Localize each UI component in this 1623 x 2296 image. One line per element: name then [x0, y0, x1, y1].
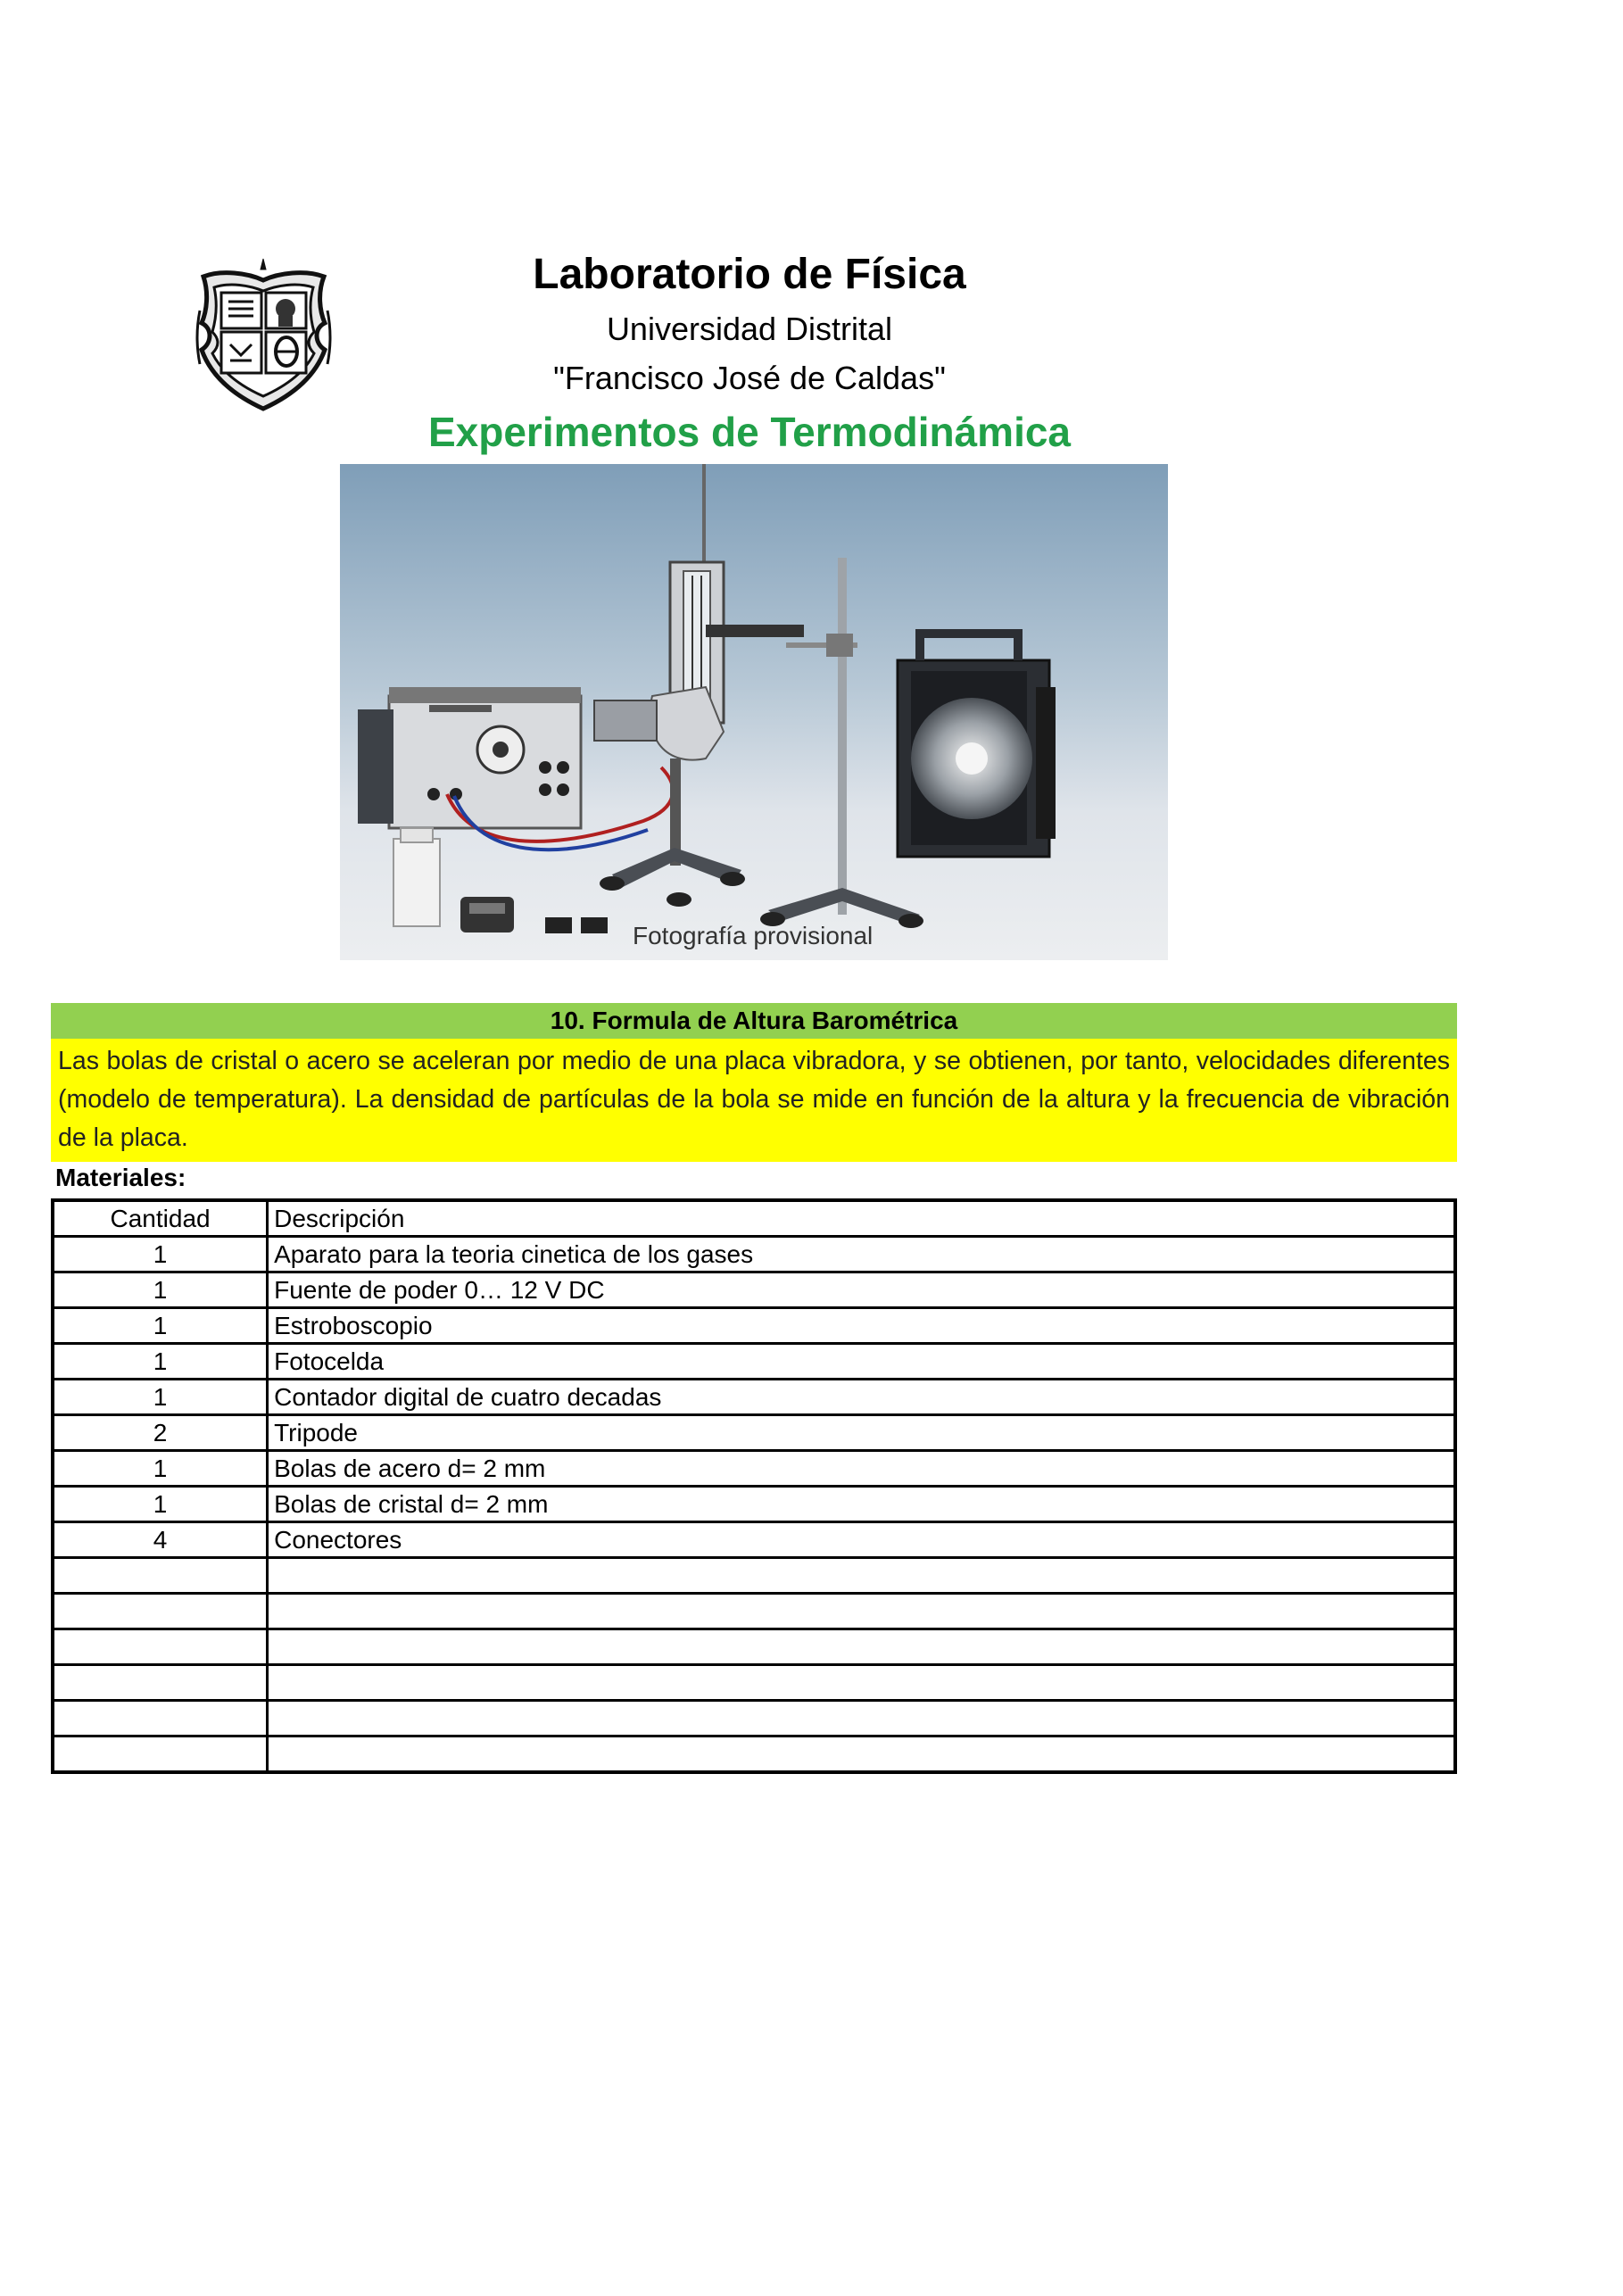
power-supply: [358, 687, 581, 828]
experiments-title: Experimentos de Termodinámica: [427, 409, 1072, 455]
materials-table: [51, 1198, 1457, 1774]
table-row: [53, 1629, 1455, 1665]
table-row: [53, 1380, 1455, 1415]
stroboscope: [898, 634, 1056, 857]
table-row: [53, 1558, 1455, 1594]
material-desc: [268, 1737, 1455, 1773]
table-row: [53, 1701, 1455, 1737]
table-row: [53, 1522, 1455, 1558]
photo-caption: Fotografía provisional: [633, 922, 874, 949]
material-desc: Contador digital de cuatro decadas: [268, 1380, 1455, 1415]
material-desc: Aparato para la teoria cinetica de los gases: [268, 1237, 1455, 1272]
table-row: [53, 1665, 1455, 1701]
material-desc: [268, 1629, 1455, 1665]
table-row: [53, 1344, 1455, 1380]
material-qty: 1: [53, 1344, 268, 1380]
table-row: [53, 1308, 1455, 1344]
material-qty: [53, 1701, 268, 1737]
material-qty: [53, 1665, 268, 1701]
university-full-name: "Francisco José de Caldas": [553, 360, 946, 396]
lab-title: Laboratorio de Física: [533, 251, 966, 298]
table-row: [53, 1594, 1455, 1629]
material-desc: [268, 1558, 1455, 1594]
table-header-row: [53, 1200, 1455, 1237]
experiment-setup-photo: [340, 464, 1168, 960]
university-seal-logo: [195, 257, 333, 416]
material-desc: [268, 1701, 1455, 1737]
materials-label: Materiales:: [55, 1164, 186, 1191]
table-row: [53, 1451, 1455, 1487]
material-qty: 1: [53, 1380, 268, 1415]
experiment-title-bar: 10. Formula de Altura Barométrica: [51, 1003, 1457, 1039]
table-row: [53, 1487, 1455, 1522]
table-row: [53, 1272, 1455, 1308]
material-desc: Estroboscopio: [268, 1308, 1455, 1344]
material-qty: 1: [53, 1272, 268, 1308]
material-desc: Fotocelda: [268, 1344, 1455, 1380]
material-desc: Bolas de cristal d= 2 mm: [268, 1487, 1455, 1522]
table-row: [53, 1415, 1455, 1451]
column-header-desc: Descripción: [268, 1200, 1455, 1237]
table-row: [53, 1737, 1455, 1773]
material-qty: 4: [53, 1522, 268, 1558]
material-qty: 1: [53, 1487, 268, 1522]
material-qty: 1: [53, 1451, 268, 1487]
experiment-description: Las bolas de cristal o acero se aceleran por medio de una placa vibradora, y se obtienen, por tanto, velocidades diferentes (modelo de temperatura). La densidad de partículas de la bola se mide en función de la altura y la frecuencia de vibración de la placa.: [51, 1039, 1457, 1162]
material-qty: [53, 1558, 268, 1594]
material-qty: 2: [53, 1415, 268, 1451]
material-qty: 1: [53, 1308, 268, 1344]
material-desc: [268, 1594, 1455, 1629]
material-desc: Conectores: [268, 1522, 1455, 1558]
material-qty: [53, 1594, 268, 1629]
material-qty: 1: [53, 1237, 268, 1272]
university-name: Universidad Distrital: [606, 311, 893, 347]
material-desc: Bolas de acero d= 2 mm: [268, 1451, 1455, 1487]
table-row: [53, 1237, 1455, 1272]
material-qty: [53, 1737, 268, 1773]
column-header-qty: Cantidad: [53, 1200, 268, 1237]
material-qty: [53, 1629, 268, 1665]
material-desc: Tripode: [268, 1415, 1455, 1451]
material-desc: Fuente de poder 0… 12 V DC: [268, 1272, 1455, 1308]
material-desc: [268, 1665, 1455, 1701]
